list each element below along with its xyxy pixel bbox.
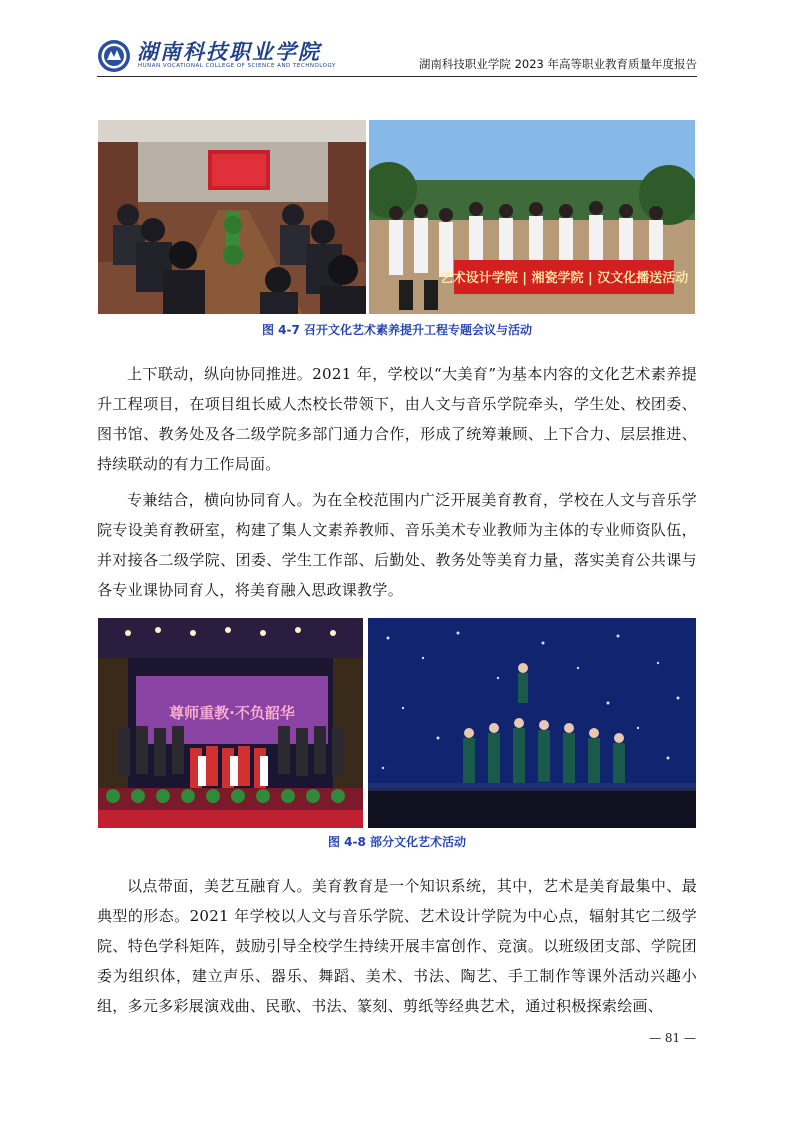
figure-caption-4-7: 图 4-7 召开文化艺术素养提升工程专题会议与活动: [261, 323, 533, 337]
header-divider: [97, 76, 697, 77]
body-paragraph: 以点带面，美艺互融育人。美育教育是一个知识系统，其中，艺术是美育最集中、最典型的形态。2021 年学校以人文与音乐学院、艺术设计学院为中心点，辐射其它二级学院、特色学科矩阵，鼓励引导全校学生持续开展丰富创作、竞演。以班级团支部、学院团委为组织体，建立声乐、器乐、舞蹈、美术、书法、陶艺、手工制作等课外活动兴趣小组，多元多彩展演戏曲、民歌、书法、篆刻、剪纸等经典艺术，通过积极探索绘画、: [97, 877, 697, 1015]
group-banner-photo: [369, 120, 695, 314]
college-logo-text: 湖南科技职业学院: [137, 39, 321, 64]
stage-ceremony-photo: [98, 618, 363, 828]
college-logo-subtext: HUNAN VOCATIONAL COLLEGE OF SCIENCE AND TECHNOLOGY: [138, 63, 336, 69]
meeting-photo: [98, 120, 366, 314]
page-number: — 81 —: [649, 1031, 696, 1045]
body-paragraph: 专兼结合，横向协同育人。为在全校范围内广泛开展美育教育，学校在人文与音乐学院专设美育教研室，构建了集人文素养教师、音乐美术专业教师为主体的专业师资队伍，并对接各二级学院、团委、学生工作部、后勤处、教务处等美育力量，落实美育公共课与各专业课协同育人，将美育融入思政课教学。: [97, 491, 697, 599]
college-emblem-icon: [97, 39, 131, 73]
stage-screen-text: 尊师重教·不负韶华: [169, 704, 295, 722]
figure-caption-4-8: 图 4-8 部分文化艺术活动: [327, 835, 467, 849]
body-paragraph: 上下联动，纵向协同推进。2021 年，学校以“大美育”为基本内容的文化艺术素养提升工程项目，在项目组长威人杰校长带领下，由人文与音乐学院牵头，学生处、校团委、图书馆、教务处及各二级学院多部门通力合作，形成了统筹兼顾、上下合力、层层推进、持续联动的有力工作局面。: [97, 365, 697, 473]
page-header: [97, 36, 697, 76]
banner-text: 艺术设计学院 | 湘瓷学院 | 汉文化播送活动: [439, 271, 689, 286]
report-title: 湖南科技职业学院 2023 年高等职业教育质量年度报告: [418, 57, 697, 71]
dance-performance-photo: [368, 618, 696, 828]
